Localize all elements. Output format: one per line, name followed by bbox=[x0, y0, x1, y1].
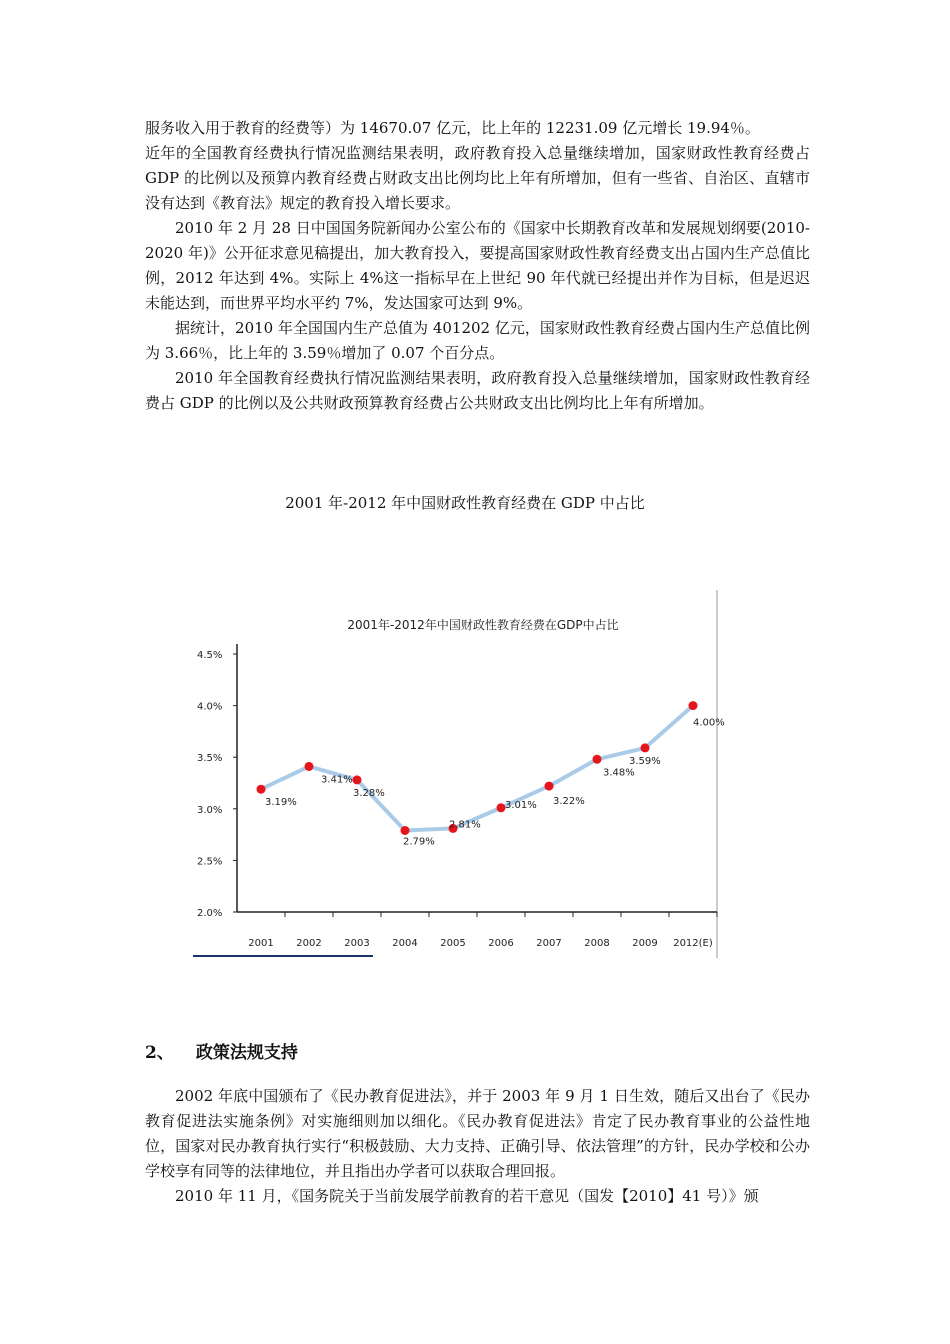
section-paragraph-2: 2010 年 11 月，《国务院关于当前发展学前教育的若干意见（国发【2010】41 号）》颁 bbox=[175, 1187, 759, 1205]
data-label: 3.48% bbox=[603, 767, 635, 779]
figure-caption: 2001 年-2012 年中国财政性教育经费在 GDP 中占比 bbox=[285, 494, 645, 512]
y-tick-label: 4.0% bbox=[197, 701, 223, 713]
chart-svg bbox=[193, 590, 725, 958]
section-title: 政策法规支持 bbox=[195, 1043, 298, 1063]
x-tick-label: 2003 bbox=[344, 938, 370, 949]
x-tick-label: 2009 bbox=[632, 938, 658, 949]
data-point bbox=[641, 743, 650, 752]
data-point bbox=[593, 755, 602, 764]
section-heading bbox=[145, 1038, 298, 1063]
chart-title: 2001年-2012年中国财政性教育经费在GDP中占比 bbox=[347, 618, 619, 632]
paragraph-2: 近年的全国教育经费执行情况监测结果表明，政府教育投入总量继续增加，国家财政性教育经费占 GDP 的比例以及预算内教育经费占财政支出比例均比上年有所增加，但有一些省、自治区、直辖市没有达到《教育法》规定的教育投入增长要求。 bbox=[145, 144, 810, 212]
data-label: 3.28% bbox=[353, 787, 385, 799]
section-number: 2、 bbox=[145, 1043, 174, 1063]
y-tick-label: 3.0% bbox=[197, 804, 223, 816]
y-tick-label: 2.5% bbox=[197, 856, 223, 868]
data-point bbox=[353, 775, 362, 784]
x-tick-label: 2002 bbox=[296, 938, 322, 949]
data-point bbox=[545, 782, 554, 791]
x-tick-label: 2001 bbox=[248, 938, 274, 949]
x-tick-label: 2012(E) bbox=[673, 938, 713, 949]
y-tick-label: 2.0% bbox=[197, 908, 223, 919]
x-tick-label: 2004 bbox=[392, 938, 418, 949]
y-tick-label: 3.5% bbox=[197, 753, 223, 765]
paragraph-1: 服务收入用于教育的经费等）为 14670.07 亿元，比上年的 12231.09 亿元增长 19.94％。 bbox=[145, 119, 760, 137]
data-label: 2.81% bbox=[449, 819, 481, 831]
data-label: 4.00% bbox=[693, 717, 725, 729]
x-tick-label: 2006 bbox=[488, 938, 514, 949]
x-tick-label: 2007 bbox=[536, 938, 562, 949]
data-point bbox=[305, 762, 314, 771]
data-label: 3.59% bbox=[629, 755, 661, 767]
data-label: 3.01% bbox=[505, 799, 537, 811]
paragraph-4: 据统计，2010 年全国国内生产总值为 401202 亿元，国家财政性教育经费占国内生产总值比例为 3.66％，比上年的 3.59％增加了 0.07 个百分点。 bbox=[145, 319, 810, 362]
data-label: 2.79% bbox=[403, 836, 435, 848]
data-point bbox=[401, 826, 410, 835]
section-paragraph-1: 2002 年底中国颁布了《民办教育促进法》，并于 2003 年 9 月 1 日生效，随后又出台了《民办教育促进法实施条例》对实施细则加以细化。《民办教育促进法》肯定了民办教育事业的公益性地位，国家对民办教育执行实行“积极鼓励、大力支持、正确引导、依法管理”的方针，民办学校和公办学校享有同等的法律地位，并且指出办学者可以获取合理回报。 bbox=[145, 1087, 810, 1180]
paragraph-3: 2010 年 2 月 28 日中国国务院新闻办公室公布的《国家中长期教育改革和发展规划纲要(2010-2020 年)》公开征求意见稿提出，加大教育投入，要提高国家财政性教育经费支出占国内生产总值比例，2012 年达到 4%。实际上 4%这一指标早在上世纪 90 年代就已经提出并作为目标，但是迟迟未能达到，而世界平均水平约 7%，发达国家可达到 9%。 bbox=[145, 219, 810, 312]
data-point bbox=[257, 785, 266, 794]
data-label: 3.22% bbox=[553, 796, 585, 808]
data-label: 3.19% bbox=[265, 797, 297, 809]
data-label: 3.41% bbox=[321, 774, 353, 786]
gdp-ratio-chart bbox=[193, 590, 725, 958]
x-tick-label: 2008 bbox=[584, 938, 610, 949]
paragraph-5: 2010 年全国教育经费执行情况监测结果表明，政府教育投入总量继续增加，国家财政性教育经费占 GDP 的比例以及公共财政预算教育经费占公共财政支出比例均比上年有所增加。 bbox=[145, 369, 810, 412]
data-point bbox=[689, 701, 698, 710]
y-tick-label: 4.5% bbox=[197, 650, 223, 661]
x-tick-label: 2005 bbox=[440, 938, 466, 949]
